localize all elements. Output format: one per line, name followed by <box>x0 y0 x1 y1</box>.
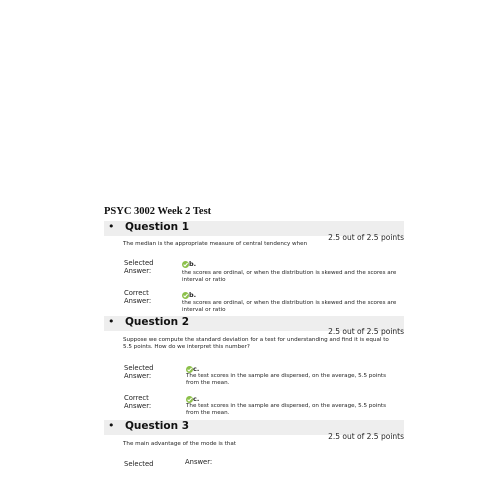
question-points: 2.5 out of 2.5 points <box>328 432 404 441</box>
question-text: The median is the appropriate measure of central tendency when <box>123 241 308 247</box>
bullet: • <box>108 419 115 432</box>
selected-label: Selected <box>124 460 154 468</box>
check-circle-icon <box>182 261 189 268</box>
question-title: Question 1 <box>125 221 190 233</box>
correct-answer-label: Answer: <box>124 402 152 410</box>
check-circle-icon <box>186 366 193 373</box>
bullet: • <box>108 220 115 233</box>
selected-answer-label: Answer: <box>185 458 213 466</box>
question-title: Question 3 <box>125 420 190 432</box>
check-circle-icon <box>186 396 193 403</box>
check-circle-icon <box>182 292 189 299</box>
selected-label: Selected <box>124 364 154 372</box>
selected-answer-label: Answer: <box>124 372 152 380</box>
question-points: 2.5 out of 2.5 points <box>328 327 404 336</box>
correct-answer-letter: c. <box>193 395 200 403</box>
correct-answer-letter: b. <box>189 291 197 299</box>
selected-answer-letter: c. <box>193 365 200 373</box>
correct-answer-text: The test scores in the sample are dispersed, on the average, 5.5 points from the mean. <box>186 403 386 417</box>
question-points: 2.5 out of 2.5 points <box>328 233 404 242</box>
question-title: Question 2 <box>125 316 190 328</box>
selected-answer-letter: b. <box>189 260 197 268</box>
page-title: PSYC 3002 Week 2 Test <box>104 206 212 217</box>
selected-answer-label: Answer: <box>124 267 152 275</box>
selected-answer-text: The test scores in the sample are dispersed, on the average, 5.5 points from the mean. <box>186 373 386 387</box>
selected-answer-text: the scores are ordinal, or when the distribution is skewed and the scores are interval or ratio <box>182 270 397 284</box>
correct-answer-label: Answer: <box>124 297 152 305</box>
correct-answer-text: the scores are ordinal, or when the distribution is skewed and the scores are interval or ratio <box>182 300 397 314</box>
bullet: • <box>108 315 115 328</box>
correct-label: Correct <box>124 289 149 297</box>
question-text: Suppose we compute the standard deviation for a test for understanding and find it is equal to 5.5 points. How do we interpret this number? <box>123 337 389 351</box>
selected-label: Selected <box>124 259 154 267</box>
question-text: The main advantage of the mode is that <box>123 441 236 447</box>
correct-label: Correct <box>124 394 149 402</box>
